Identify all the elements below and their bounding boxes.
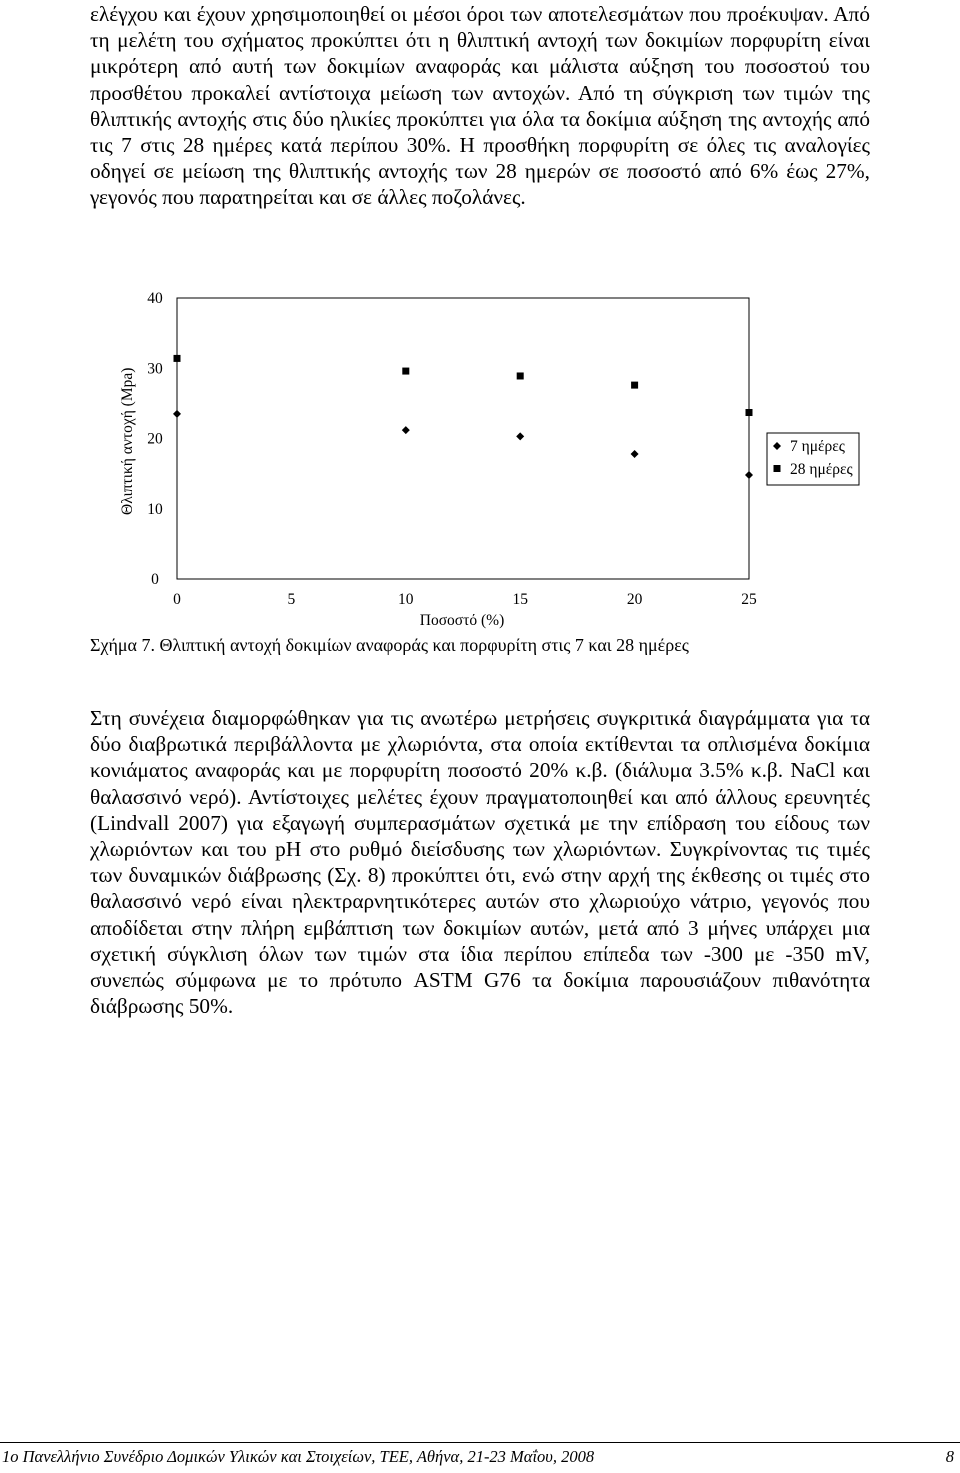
legend-square-marker [774, 465, 781, 472]
x-tick-label: 20 [626, 591, 643, 608]
y-tick-label: 20 [147, 430, 163, 448]
y-tick-label: 10 [147, 500, 163, 518]
y-tick-label: 40 [147, 290, 163, 307]
legend [767, 433, 859, 485]
x-tick-label: 0 [173, 591, 181, 608]
point-7-days [173, 410, 181, 418]
legend-label-7-days: 7 ημέρες [790, 438, 845, 455]
point-28-days [402, 368, 409, 375]
point-28-days [517, 372, 524, 379]
body-paragraph-1: ελέγχου και έχουν χρησιμοποιηθεί οι μέσοι όροι των αποτελεσμάτων που προέκυψαν. Από τη μελέτη του σχήματος προκύπτει ότι η θλιπτική αντοχή των δοκιμίων πορφυρίτη είναι μικρότερη από αυτή των δοκιμίων αναφοράς και μάλιστα αύξηση του ποσοστού του προσθέτου προκαλεί αντίστοιχα μείωση των αντοχών. Από τη σύγκριση των τιμών της θλιπτικής αντοχής στις δύο ηλικίες προκύπτει για όλα τα δοκίμια αύξηση της αντοχής από τις 7 στις 28 ημέρες κατά περίπου 30%. Η προσθήκη πορφυρίτη σε όλες τις αναλογίες οδηγεί σε μείωση της θλιπτικής αντοχής των 28 ημερών σε ποσοστό από 6% έως 27%, γεγονός που παρατηρείται και σε άλλες ποζολάνες. [90, 2, 870, 210]
x-tick-label: 10 [398, 591, 414, 608]
point-7-days [631, 450, 639, 458]
y-axis-label: Θλιπτική αντοχή (Mpa) [119, 367, 136, 515]
point-7-days [745, 471, 753, 479]
point-7-days [402, 426, 410, 434]
compressive-strength-chart [100, 280, 900, 640]
page-number: 8 [945, 1447, 954, 1466]
body-paragraph-2: Στη συνέχεια διαμορφώθηκαν για τις ανωτέρω μετρήσεις συγκριτικά διαγράμματα για τα δύο διαβρωτικά περιβάλλοντα με χλωριόντα, στα οποία εκτίθενται τα οπλισμένα δοκίμια κονιάματος αναφοράς και με πορφυρίτη ποσοστό 20% κ.β. (διάλυμα 3.5% κ.β. NaCl και θαλασσινό νερό). Αντίστοιχες μελέτες έχουν πραγματοποιηθεί και από άλλους ερευνητές (Lindvall 2007) για εξαγωγή συμπερασμάτων σχετικά με την επίδραση του είδους των χλωριόντων και του pH στο ρυθμό διείσδυσης των χλωριόντων. Συγκρίνοντας τις τιμές των δυναμικών διάβρωσης (Σχ. 8) προκύπτει ότι, ενώ στην αρχή της έκθεσης οι τιμές στο θαλασσινό νερό είναι ηλεκτραρνητικότερες αυτών στο χλωριούχο νάτριο, γεγονός που αποδίδεται στην πλήρη εμβάπτιση των δοκιμίων αυτών, μετά από 3 μήνες υπάρχει μια σχετική σύγκλιση όλων των τιμών στα ίδια περίπου επίπεδα των -300 με -350 mV, συνεπώς σύμφωνα με το πρότυπο ASTM G76 τα δοκίμια παρουσιάζουν πιθανότητα διάβρωσης 50%. [90, 706, 870, 1019]
footer-divider [0, 1442, 960, 1443]
y-tick-label: 30 [147, 360, 163, 378]
point-28-days [631, 382, 638, 389]
x-axis-label: Ποσοστό (%) [419, 612, 505, 629]
figure-caption: Σχήμα 7. Θλιπτική αντοχή δοκιμίων αναφοράς και πορφυρίτη στις 7 και 28 ημέρες [90, 635, 689, 655]
x-tick-label: 15 [512, 591, 528, 608]
footer-conference: 1ο Πανελλήνιο Συνέδριο Δομικών Υλικών και Στοιχείων, ΤΕΕ, Αθήνα, 21-23 Μαΐου, 2008 [2, 1447, 595, 1466]
x-axis-ticks [173, 591, 757, 608]
data-points [173, 355, 753, 479]
y-tick-label: 0 [151, 571, 159, 588]
y-axis-ticks [147, 290, 163, 588]
x-tick-label: 5 [287, 591, 296, 608]
legend-label-28-days: 28 ημέρες [790, 461, 853, 478]
point-7-days [516, 432, 524, 440]
point-28-days [746, 409, 753, 416]
x-tick-label: 25 [741, 591, 757, 608]
plot-area [177, 298, 749, 579]
point-28-days [174, 355, 181, 362]
